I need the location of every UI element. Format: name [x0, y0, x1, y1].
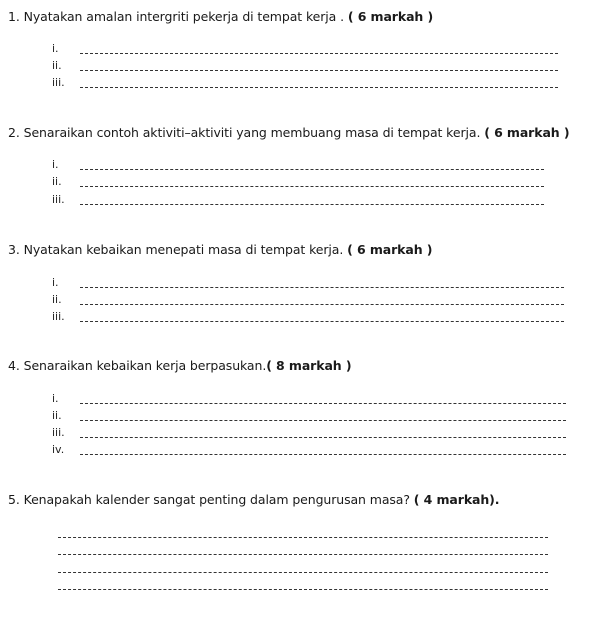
dashed-answer-line[interactable] — [80, 53, 558, 54]
answer-line-5-2[interactable] — [0, 543, 606, 557]
question-1-text — [8, 9, 433, 25]
answer-label: ii. — [52, 59, 62, 72]
answer-line-4-i[interactable] — [0, 392, 606, 406]
question-3-text — [8, 242, 432, 258]
answer-line-1-ii[interactable] — [0, 59, 606, 73]
question-5-prompt: Kenapakah kalender sangat penting dalam pengurusan masa? — [23, 492, 414, 507]
dashed-answer-line[interactable] — [80, 186, 544, 187]
question-5-number: 5. — [8, 492, 20, 507]
question-2-number: 2. — [8, 125, 20, 140]
dashed-answer-line[interactable] — [80, 169, 544, 170]
question-5-text — [8, 492, 499, 508]
dashed-answer-line[interactable] — [80, 420, 566, 421]
answer-line-5-3[interactable] — [0, 561, 606, 575]
dashed-answer-line[interactable] — [80, 454, 566, 455]
answer-line-1-iii[interactable] — [0, 76, 606, 90]
dashed-answer-line[interactable] — [80, 87, 558, 88]
answer-line-5-1[interactable] — [0, 526, 606, 540]
question-4-prompt: Senaraikan kebaikan kerja berpasukan. — [23, 358, 267, 373]
answer-line-4-iii[interactable] — [0, 426, 606, 440]
dashed-answer-line[interactable] — [58, 554, 548, 555]
dashed-answer-line[interactable] — [80, 437, 566, 438]
question-3-prompt: Nyatakan kebaikan menepati masa di tempat kerja. — [23, 242, 348, 257]
answer-label: i. — [52, 158, 59, 171]
answer-line-5-4[interactable] — [0, 578, 606, 592]
question-1-marks: ( 6 markah ) — [347, 9, 434, 24]
answer-label: iii. — [52, 310, 65, 323]
question-2-prompt: Senaraikan contoh aktiviti–aktiviti yang membuang masa di tempat kerja. — [23, 125, 485, 140]
question-5-marks: ( 4 markah). — [413, 492, 500, 507]
question-4-marks: ( 8 markah ) — [266, 358, 352, 373]
dashed-answer-line[interactable] — [58, 572, 548, 573]
answer-label: i. — [52, 392, 59, 405]
answer-line-2-ii[interactable] — [0, 175, 606, 189]
answer-label: ii. — [52, 293, 62, 306]
answer-label: ii. — [52, 409, 62, 422]
answer-label: i. — [52, 42, 59, 55]
answer-label: ii. — [52, 175, 62, 188]
answer-line-3-iii[interactable] — [0, 310, 606, 324]
answer-line-2-iii[interactable] — [0, 193, 606, 207]
answer-line-3-i[interactable] — [0, 276, 606, 290]
dashed-answer-line[interactable] — [80, 287, 564, 288]
dashed-answer-line[interactable] — [58, 589, 548, 590]
answer-label: iv. — [52, 443, 65, 456]
answer-line-1-i[interactable] — [0, 42, 606, 56]
question-4-text — [8, 358, 351, 374]
question-3-marks: ( 6 markah ) — [347, 242, 433, 257]
question-3-number: 3. — [8, 242, 20, 257]
question-4-number: 4. — [8, 358, 20, 373]
dashed-answer-line[interactable] — [80, 321, 564, 322]
answer-label: iii. — [52, 426, 65, 439]
dashed-answer-line[interactable] — [80, 304, 564, 305]
answer-line-2-i[interactable] — [0, 158, 606, 172]
dashed-answer-line[interactable] — [58, 537, 548, 538]
question-1-number: 1. — [8, 9, 20, 24]
dashed-answer-line[interactable] — [80, 204, 544, 205]
question-2-text — [8, 125, 569, 141]
dashed-answer-line[interactable] — [80, 70, 558, 71]
answer-label: iii. — [52, 76, 65, 89]
answer-line-3-ii[interactable] — [0, 293, 606, 307]
dashed-answer-line[interactable] — [80, 403, 566, 404]
answer-line-4-iv[interactable] — [0, 443, 606, 457]
answer-label: iii. — [52, 193, 65, 206]
answer-line-4-ii[interactable] — [0, 409, 606, 423]
question-2-marks: ( 6 markah ) — [484, 125, 570, 140]
question-1-prompt: Nyatakan amalan intergriti pekerja di tempat kerja . — [23, 9, 348, 24]
answer-label: i. — [52, 276, 59, 289]
